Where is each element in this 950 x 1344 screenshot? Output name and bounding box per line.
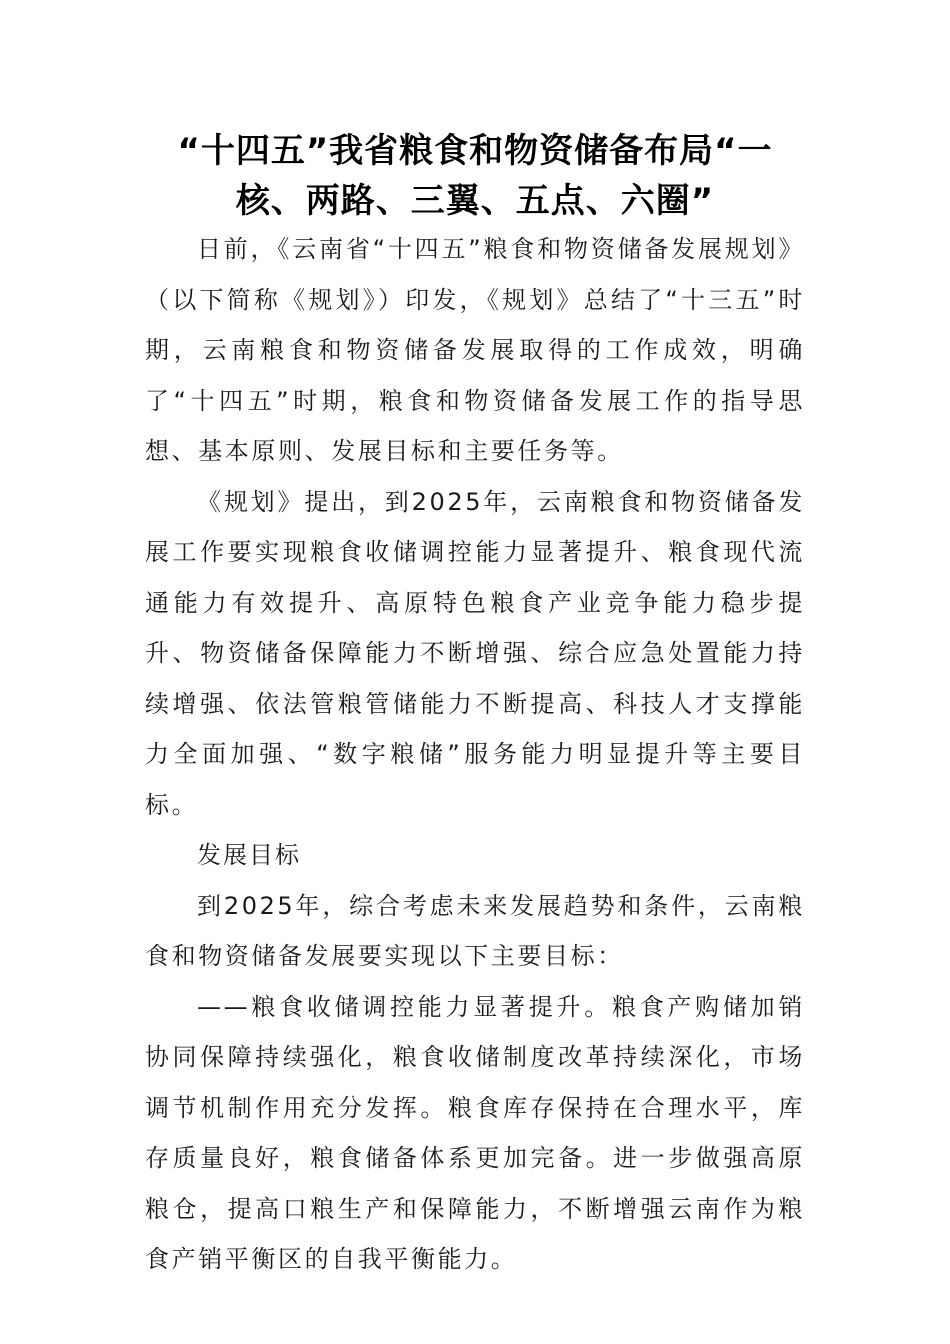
paragraph-intro: 日前，《云南省“十四五”粮食和物资储备发展规划》（以下简称《规划》）印发，《规划》总结了“十三五”时期，云南粮食和物资储备发展取得的工作成效，明确了“十四五”时期，粮食和物资储备发展工作的指导思想、基本原则、发展目标和主要任务等。 <box>145 235 805 465</box>
document-body <box>145 224 805 1285</box>
title-line-2: 核、两路、三翼、五点、六圈” <box>235 181 715 221</box>
document-title <box>140 126 810 226</box>
section-heading-development-goals: 发展目标 <box>197 841 301 869</box>
title-line-1: “十四五”我省粮食和物资储备布局“一 <box>177 131 773 171</box>
paragraph-grain-storage-capacity: ——粮食收储调控能力显著提升。粮食产购储加销协同保障持续强化，粮食收储制度改革持续深化，市场调节机制作用充分发挥。粮食库存保持在合理水平，库存质量良好，粮食储备体系更加完备。进一步做强高原粮仓，提高口粮生产和保障能力，不断增强云南作为粮食产销平衡区的自我平衡能力。 <box>145 992 805 1273</box>
paragraph-2025-targets: 到2025年，综合考虑未来发展趋势和条件，云南粮食和物资储备发展要实现以下主要目标： <box>145 891 805 970</box>
paragraph-plan-goals: 《规划》提出，到2025年，云南粮食和物资储备发展工作要实现粮食收储调控能力显著提升、粮食现代流通能力有效提升、高原特色粮食产业竞争能力稳步提升、物资储备保障能力不断增强、综合应急处置能力持续增强、依法管粮管储能力不断提高、科技人才支撑能力全面加强、“数字粮储”服务能力明显提升等主要目标。 <box>145 487 805 819</box>
